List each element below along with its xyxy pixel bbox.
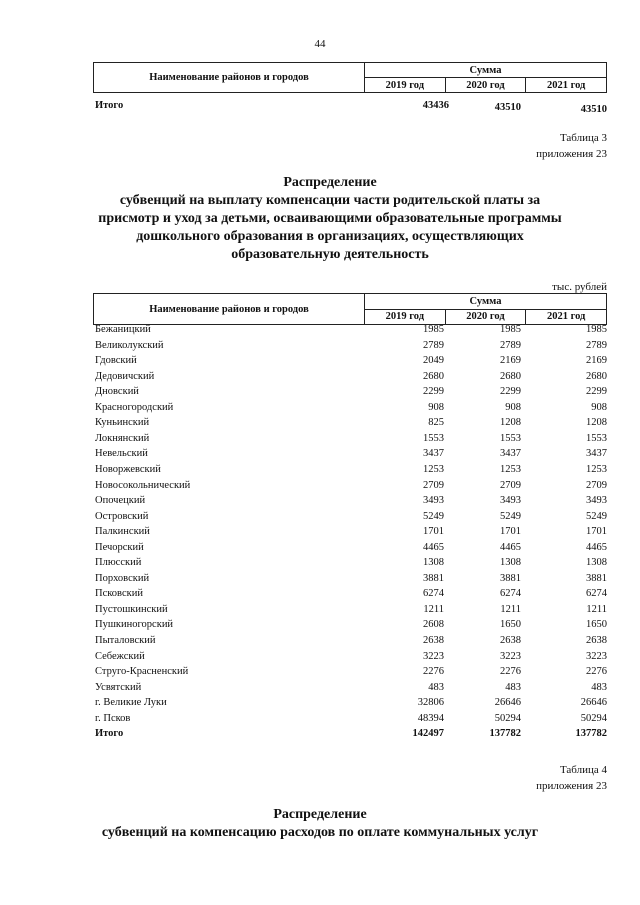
district-name: Дедовичский (95, 370, 155, 382)
table-row (95, 371, 607, 386)
table4-caption: Таблица 4 приложения 23 (536, 764, 607, 792)
value-2021: 1553 (586, 432, 607, 444)
value-2019: 5249 (423, 510, 444, 522)
value-2019: 908 (428, 401, 444, 413)
value-2021: 50294 (580, 712, 607, 724)
value-2021: 4465 (586, 541, 607, 553)
value-2019: 1553 (423, 432, 444, 444)
value-2021: 2638 (586, 635, 607, 646)
col-name-header: Наименование районов и городов (94, 294, 365, 325)
value-2019: 3437 (423, 448, 444, 460)
value-2021: 483 (591, 681, 607, 693)
district-name: Порховский (95, 572, 150, 584)
table-row (95, 682, 607, 697)
value-2021: 1985 (586, 324, 607, 335)
title-line: субвенций на выплату компенсации части родительской платы за (119, 193, 541, 208)
unit-label: тыс. рублей (552, 281, 607, 293)
table-row (95, 713, 607, 728)
table-row (95, 588, 607, 603)
district-name: Дновский (95, 386, 139, 398)
district-name: Пушкиногорский (95, 619, 174, 631)
table-row (95, 666, 607, 681)
value-2019: 483 (428, 681, 444, 693)
table-row (95, 355, 607, 370)
col-2021-header: 2021 год (526, 78, 607, 93)
district-name: Невельский (95, 448, 148, 460)
table-row (95, 495, 607, 510)
value-2020: 1208 (500, 417, 521, 429)
table4-title (40, 806, 600, 842)
value-2021: 1211 (586, 603, 607, 615)
value-2021: 3493 (586, 495, 607, 507)
value-2019: 1211 (423, 603, 444, 615)
value-2020: 1211 (500, 603, 521, 615)
table-row (95, 417, 607, 432)
value-2020: 2299 (500, 386, 521, 398)
value-2021: 1650 (586, 619, 607, 631)
table-row (95, 511, 607, 526)
value-2019: 48394 (417, 712, 444, 724)
title-line: образовательную деятельность (231, 247, 429, 262)
value-2021: 2276 (586, 666, 607, 678)
title-word: Распределение (273, 807, 367, 822)
value-2019: 6274 (423, 588, 444, 600)
prev-table-header (93, 62, 607, 93)
table-row (95, 557, 607, 572)
value-2020: 6274 (500, 588, 521, 600)
district-name: Великолукский (95, 339, 164, 351)
district-name: Бежаницкий (95, 324, 151, 335)
value-2021: 2709 (586, 479, 607, 491)
value-2020: 2638 (500, 635, 521, 646)
district-name: Куньинский (95, 417, 150, 429)
value-2019: 3223 (423, 650, 444, 662)
col-sum-header: Сумма (365, 294, 607, 310)
value-2021: 5249 (586, 510, 607, 522)
value-2020: 2276 (500, 666, 521, 678)
value-2019: 2789 (423, 339, 444, 351)
value-2020: 2680 (500, 370, 521, 382)
district-name: Пустошкинский (95, 603, 168, 615)
value-2020: 1553 (500, 432, 521, 444)
district-name: Итого (95, 728, 124, 740)
value-2020: 3437 (500, 448, 521, 460)
page-number: 44 (314, 38, 326, 50)
table-row (95, 619, 607, 634)
total-2020: 43510 (494, 102, 521, 113)
value-2021: 1253 (586, 463, 607, 475)
district-name: г. Псков (95, 712, 131, 724)
value-2021: 26646 (580, 697, 607, 709)
value-2020: 1701 (500, 526, 521, 538)
value-2019: 2276 (423, 666, 444, 678)
value-2021: 2680 (586, 370, 607, 382)
col-2019-header: 2019 год (365, 78, 446, 93)
col-2019-header: 2019 год (365, 309, 446, 325)
district-name: Усвятский (95, 681, 142, 693)
value-2021: 3223 (586, 650, 607, 662)
table3-title (70, 174, 590, 264)
value-2019: 1985 (423, 324, 444, 335)
value-2019: 32806 (417, 697, 444, 709)
district-name: Красногородский (95, 401, 174, 413)
total-label: Итого (95, 100, 124, 111)
value-2021: 3881 (586, 572, 607, 584)
table3-caption: Таблица 3 приложения 23 (536, 132, 607, 160)
value-2019: 825 (428, 417, 444, 429)
table-row (95, 448, 607, 463)
value-2021: 1208 (586, 417, 607, 429)
table-row (95, 386, 607, 401)
value-2020: 50294 (494, 712, 521, 724)
value-2019: 1308 (423, 557, 444, 569)
district-name: Струго-Красненский (95, 666, 189, 678)
district-name: Гдовский (95, 355, 137, 367)
district-name: Островский (95, 510, 149, 522)
value-2019: 3493 (423, 495, 444, 507)
value-2019: 2638 (423, 635, 444, 646)
district-name: Пыталовский (95, 635, 156, 646)
value-2019: 142497 (412, 728, 444, 740)
value-2021: 2299 (586, 386, 607, 398)
title-word: Распределение (283, 175, 377, 190)
value-2019: 1253 (423, 463, 444, 475)
table-row (95, 573, 607, 588)
table-row (95, 402, 607, 417)
value-2020: 3223 (500, 650, 521, 662)
value-2020: 26646 (494, 697, 521, 709)
total-2021: 43510 (580, 104, 607, 115)
table-row (95, 604, 607, 619)
col-sum-header: Сумма (365, 63, 607, 78)
value-2019: 4465 (423, 541, 444, 553)
title-line: присмотр и уход за детьми, осваивающими образовательные программы (98, 211, 562, 226)
table-total-row (95, 728, 607, 743)
col-2021-header: 2021 год (526, 309, 607, 325)
table-row (95, 324, 607, 339)
value-2019: 2299 (423, 386, 444, 398)
value-2020: 1253 (500, 463, 521, 475)
total-2019: 43436 (422, 100, 449, 111)
table-row (95, 340, 607, 355)
district-name: Себежский (95, 650, 145, 662)
value-2020: 2709 (500, 479, 521, 491)
value-2019: 2709 (423, 479, 444, 491)
value-2020: 5249 (500, 510, 521, 522)
value-2019: 2049 (423, 355, 444, 367)
value-2020: 483 (505, 681, 521, 693)
value-2021: 1701 (586, 526, 607, 538)
value-2019: 1701 (423, 526, 444, 538)
title-line: дошкольного образования в организациях, осуществляющих (136, 229, 524, 244)
district-name: Псковский (95, 588, 143, 600)
value-2021: 1308 (586, 557, 607, 569)
district-name: Новоржевский (95, 463, 161, 475)
value-2020: 1308 (500, 557, 521, 569)
district-name: Плюсский (95, 557, 142, 569)
value-2020: 3881 (500, 572, 521, 584)
value-2020: 2789 (500, 339, 521, 351)
value-2020: 4465 (500, 541, 521, 553)
district-name: Новосокольнический (95, 479, 191, 491)
table-row (95, 651, 607, 666)
value-2020: 1985 (500, 324, 521, 335)
value-2020: 2169 (500, 355, 521, 367)
table-row (95, 433, 607, 448)
value-2019: 3881 (423, 572, 444, 584)
value-2021: 2169 (586, 355, 607, 367)
table-row (95, 697, 607, 712)
title-line: субвенций на компенсацию расходов по оплате коммунальных услуг (101, 825, 539, 840)
col-2020-header: 2020 год (445, 78, 526, 93)
value-2021: 6274 (586, 588, 607, 600)
table-row (95, 526, 607, 541)
table-row (95, 542, 607, 557)
district-name: г. Великие Луки (95, 697, 167, 709)
table3-header (93, 293, 607, 325)
value-2021: 3437 (586, 448, 607, 460)
value-2020: 1650 (500, 619, 521, 631)
district-name: Палкинский (95, 526, 150, 538)
district-name: Печорский (95, 541, 144, 553)
value-2020: 908 (505, 401, 521, 413)
value-2019: 2680 (423, 370, 444, 382)
value-2021: 2789 (586, 339, 607, 351)
value-2021: 137782 (575, 728, 607, 740)
value-2020: 3493 (500, 495, 521, 507)
prev-table-total-row (95, 100, 607, 115)
table-row (95, 635, 607, 650)
value-2021: 908 (591, 401, 607, 413)
value-2020: 137782 (489, 728, 521, 740)
col-name-header: Наименование районов и городов (94, 63, 365, 93)
col-2020-header: 2020 год (445, 309, 526, 325)
table-row (95, 464, 607, 479)
value-2019: 2608 (423, 619, 444, 631)
district-name: Опочецкий (95, 495, 146, 507)
district-name: Локнянский (95, 432, 150, 444)
table-row (95, 480, 607, 495)
